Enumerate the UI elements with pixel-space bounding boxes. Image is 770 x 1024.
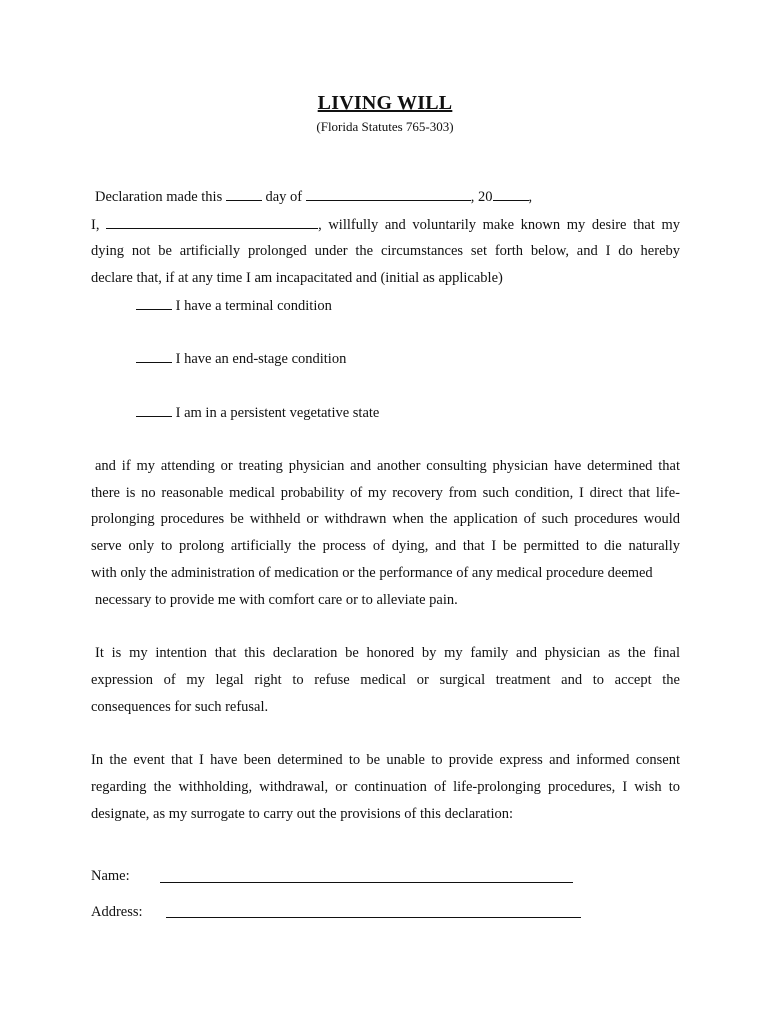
surrogate-name-field[interactable] [160, 882, 573, 883]
condition-end-stage [136, 350, 346, 368]
paragraph-1-line-1: and if my attending or treating physician and another consulting physician have determined that [95, 458, 680, 474]
paragraph-2-line-1: It is my intention that this declaration be honored by my family and physician as the final [95, 645, 680, 661]
paragraph-1-line-3: prolonging procedures be withheld or withdrawn when the application of such procedures would [91, 511, 680, 527]
paragraph-3-line-3: designate, as my surrogate to carry out the provisions of this declaration: [91, 806, 514, 822]
condition-vegetative-initial-blank[interactable] [136, 404, 172, 417]
declaration-made-this-label: Declaration made this [95, 189, 223, 205]
surrogate-address-field[interactable] [166, 917, 581, 918]
paragraph-3-line-1: In the event that I have been determined to be unable to provide express and informed consent [91, 752, 680, 768]
condition-end-stage-label: I have an end-stage condition [175, 351, 347, 367]
intro-line-3: declare that, if at any time I am incapacitated and (initial as applicable) [91, 270, 503, 286]
paragraph-1-line-5: with only the administration of medication or the performance of any medical procedure deemed [91, 565, 653, 581]
paragraph-2-line-3: consequences for such refusal. [91, 699, 269, 715]
declaration-day-blank[interactable] [226, 188, 262, 201]
declaration-day-of-label: day of [265, 189, 303, 205]
paragraph-1-line-2: there is no reasonable medical probability of my recovery from such condition, I direct that life- [91, 485, 680, 501]
intro-line-2: dying not be artificially prolonged under the circumstances set forth below, and I do hereby [91, 243, 680, 259]
intro-line-1-text: , willfully and voluntarily make known my desire that my [318, 217, 680, 233]
document-title: LIVING WILL [317, 92, 453, 114]
condition-vegetative [136, 404, 379, 422]
declaration-year-suffix: , [528, 189, 533, 205]
condition-terminal [136, 297, 332, 315]
condition-end-stage-initial-blank[interactable] [136, 350, 172, 363]
declaration-month-blank[interactable] [306, 188, 471, 201]
declaration-year-blank[interactable] [493, 188, 529, 201]
surrogate-address-label: Address: [91, 904, 143, 920]
condition-terminal-label: I have a terminal condition [175, 298, 332, 314]
document-subtitle: (Florida Statutes 765-303) [316, 119, 454, 134]
paragraph-3-line-2: regarding the withholding, withdrawal, or continuation of life-prolonging procedures, I wish to [91, 779, 680, 795]
condition-terminal-initial-blank[interactable] [136, 297, 172, 310]
declaration-year-prefix: , 20 [470, 189, 493, 205]
paragraph-1-line-4: serve only to prolong artificially the process of dying, and that I be permitted to die naturally [91, 538, 680, 554]
declarant-name-blank[interactable] [106, 216, 318, 229]
intro-i-label: I, [91, 217, 100, 233]
paragraph-1-line-6: necessary to provide me with comfort care or to alleviate pain. [95, 592, 458, 608]
declaration-line [95, 188, 532, 206]
surrogate-name-label: Name: [91, 868, 130, 884]
condition-vegetative-label: I am in a persistent vegetative state [175, 405, 380, 421]
paragraph-2-line-2: expression of my legal right to refuse medical or surgical treatment and to accept the [91, 672, 680, 688]
intro-line-1 [91, 216, 680, 234]
